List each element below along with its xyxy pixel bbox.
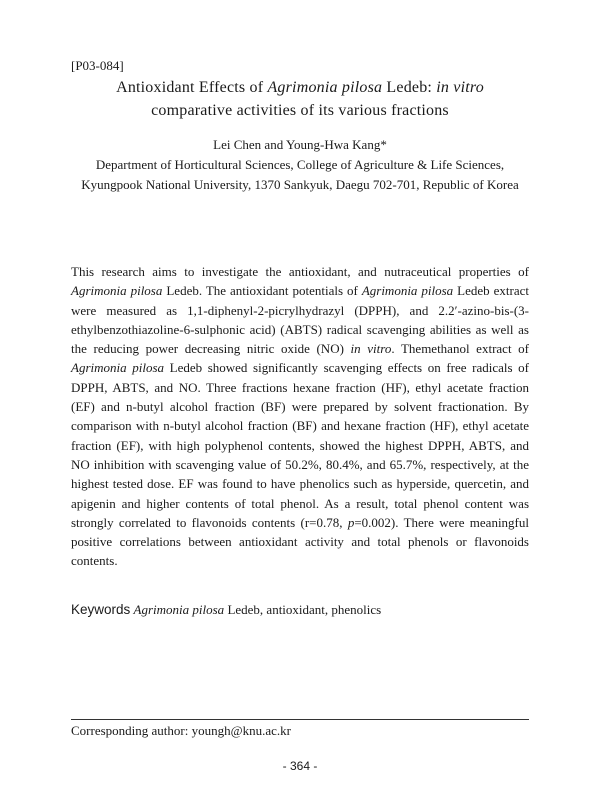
page-number: - 364 - (282, 759, 318, 773)
title-species: Agrimonia pilosa (267, 79, 383, 96)
paper-code: [P03-084] (71, 58, 124, 73)
abstract-text: Ledeb showed significantly scavenging effects on free radicals of DPPH, ABTS, and NO. Three fractions hexane fraction (HF), ethyl acetate fraction (EF) and n-butyl alcohol fraction (BF) were prepared by solvent fractionation. By comparison with n-butyl alcohol fraction (BF) and hexane fraction (HF), ethyl acetate fraction (EF), with high polyphenol contents, showed the highest DPPH, ABTS, and NO inhibition with scavenging value of 50.2%, 80.4%, and 65.7%, respectively, at the highest tested dose. EF was found to have phenolics such as hyperside, quercetin, and apigenin and higher contents of total phenol. As a result, total phenol content was strongly correlated to flavonoids contents (r=0.78, (71, 360, 529, 530)
title-part2: Ledeb: (382, 79, 437, 96)
abstract-text: This research aims to investigate the antioxidant, and nutraceutical properties of (71, 264, 529, 279)
abstract-text: Ledeb extract were measured as 1,1-diphenyl-2-picrylhydrazyl (DPPH), and 2.2′-azino-bis-(3-ethylbenzothiazoline-6-sulphonic acid) (ABTS) radical scavenging abilities as well as the reducing power decreasing nitric oxide (NO) (71, 283, 529, 357)
species-name: Agrimonia pilosa (361, 283, 454, 299)
abstract-body (71, 262, 529, 571)
title-part1: Antioxidant Effects of (116, 79, 268, 96)
footnote-divider (71, 719, 529, 720)
affiliation: Department of Horticultural Sciences, College of Agriculture & Life Sciences, Kyungpook National University, 1370 Sankyuk, Daegu 702-701, Republic of Korea (81, 157, 519, 192)
authors: Lei Chen and Young-Hwa Kang* (213, 137, 387, 152)
corresponding-author: Corresponding author: youngh@knu.ac.kr (71, 723, 291, 738)
in-vitro-term: in vitro (350, 341, 392, 357)
abstract-text: Ledeb. The antioxidant potentials of (162, 283, 362, 299)
keywords-rest: Ledeb, antioxidant, phenolics (224, 602, 382, 617)
paper-title (60, 76, 540, 122)
keywords-species: Agrimonia pilosa (133, 602, 225, 617)
species-name: Agrimonia pilosa (71, 360, 165, 376)
abstract-text: =0.002). There were meaningful positive correlations between antioxidant activity and total phenols or flavonoids contents. (71, 514, 529, 569)
title-line2: comparative activities of its various fractions (151, 102, 449, 119)
keywords (71, 602, 381, 618)
p-value-symbol: p (347, 514, 355, 530)
title-in-vitro: in vitro (436, 79, 484, 96)
abstract-text: . Themethanol extract of (391, 341, 529, 357)
species-name: Agrimonia pilosa (71, 283, 163, 299)
keywords-label: Keywords (71, 602, 131, 617)
